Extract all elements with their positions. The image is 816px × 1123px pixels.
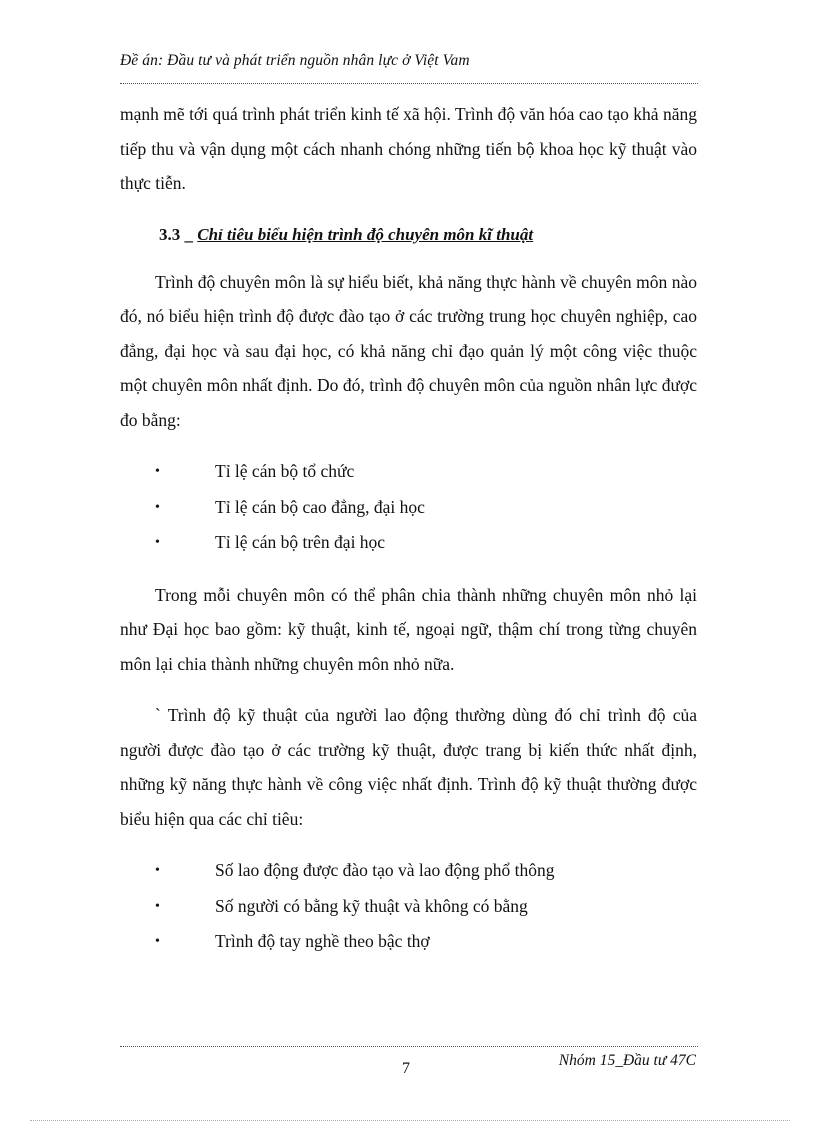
list-item-text: Số lao động được đào tạo và lao động phổ thông [215,860,555,880]
bullet-icon: • [155,863,160,878]
list-item [120,889,697,925]
footer-group-label: Nhóm 15_Đầu tư 47C [558,1052,696,1069]
list-item-text: Số người có bằng kỹ thuật và không có bằng [215,895,528,916]
paragraph-subdivide: Trong mỗi chuyên môn có thể phân chia thành những chuyên môn nhỏ lại như Đại học bao gồm: kỹ thuật, kinh tế, ngoại ngữ, thậm chí trong từng chuyên môn lại chia thành những chuyên môn nhỏ nữa. [120,584,697,674]
bullet-icon: • [155,499,160,515]
section-number: 3.3 _ [159,224,198,244]
list-item-text: Tỉ lệ cán bộ cao đẳng, đại học [215,496,425,517]
header-divider [120,83,698,84]
paragraph-technical: ` Trình độ kỹ thuật của người lao động thường dùng đó chỉ trình độ của người được đào tạo ở các trường kỹ thuật, được trang bị kiến thức nhất định, những kỹ năng thực hành về công việc nhất định. Trình độ kỹ thuật thường được biểu hiện qua các chỉ tiêu: [120,705,697,829]
list-item-text: Trình độ tay nghề theo bậc thợ [215,931,430,951]
bullet-icon: • [155,464,160,479]
section-heading [120,217,697,253]
page-header-title: Đề án: Đầu tư và phát triển nguồn nhân lực ở Việt Vam [120,52,470,69]
bullet-list-qualification [120,454,697,561]
list-item [120,525,697,561]
bullet-icon: • [155,535,160,550]
page-bottom-divider [30,1120,790,1121]
list-item [120,454,697,490]
list-item [120,853,697,889]
list-item-text: Tỉ lệ cán bộ trên đại học [215,532,386,552]
list-item [120,490,697,526]
page-number: 7 [402,1060,410,1077]
page-content [120,97,697,960]
bullet-icon: • [155,898,160,914]
bullet-icon: • [155,934,160,949]
paragraph-definition: Trình độ chuyên môn là sự hiểu biết, khả năng thực hành về chuyên môn nào đó, nó biểu hiện trình độ được đào tạo ở các trường trung học chuyên nghiệp, cao đẳng, đại học và sau đại học, có khả năng chỉ đạo quản lý một công việc thuộc một chuyên môn nhất định. Do đó, trình độ chuyên môn của nguồn nhân lực được đo bằng: [120,271,697,430]
list-item [120,924,697,960]
paragraph-intro: mạnh mẽ tới quá trình phát triển kinh tế xã hội. Trình độ văn hóa cao tạo khả năng tiếp thu và vận dụng một cách nhanh chóng những tiến bộ khoa học kỹ thuật vào thực tiễn. [120,104,697,193]
section-title: Chỉ tiêu biểu hiện trình độ chuyên môn kĩ thuật [197,224,534,244]
list-item-text: Tỉ lệ cán bộ tổ chức [215,461,355,481]
footer-divider [120,1046,698,1047]
bullet-list-technical [120,853,697,960]
